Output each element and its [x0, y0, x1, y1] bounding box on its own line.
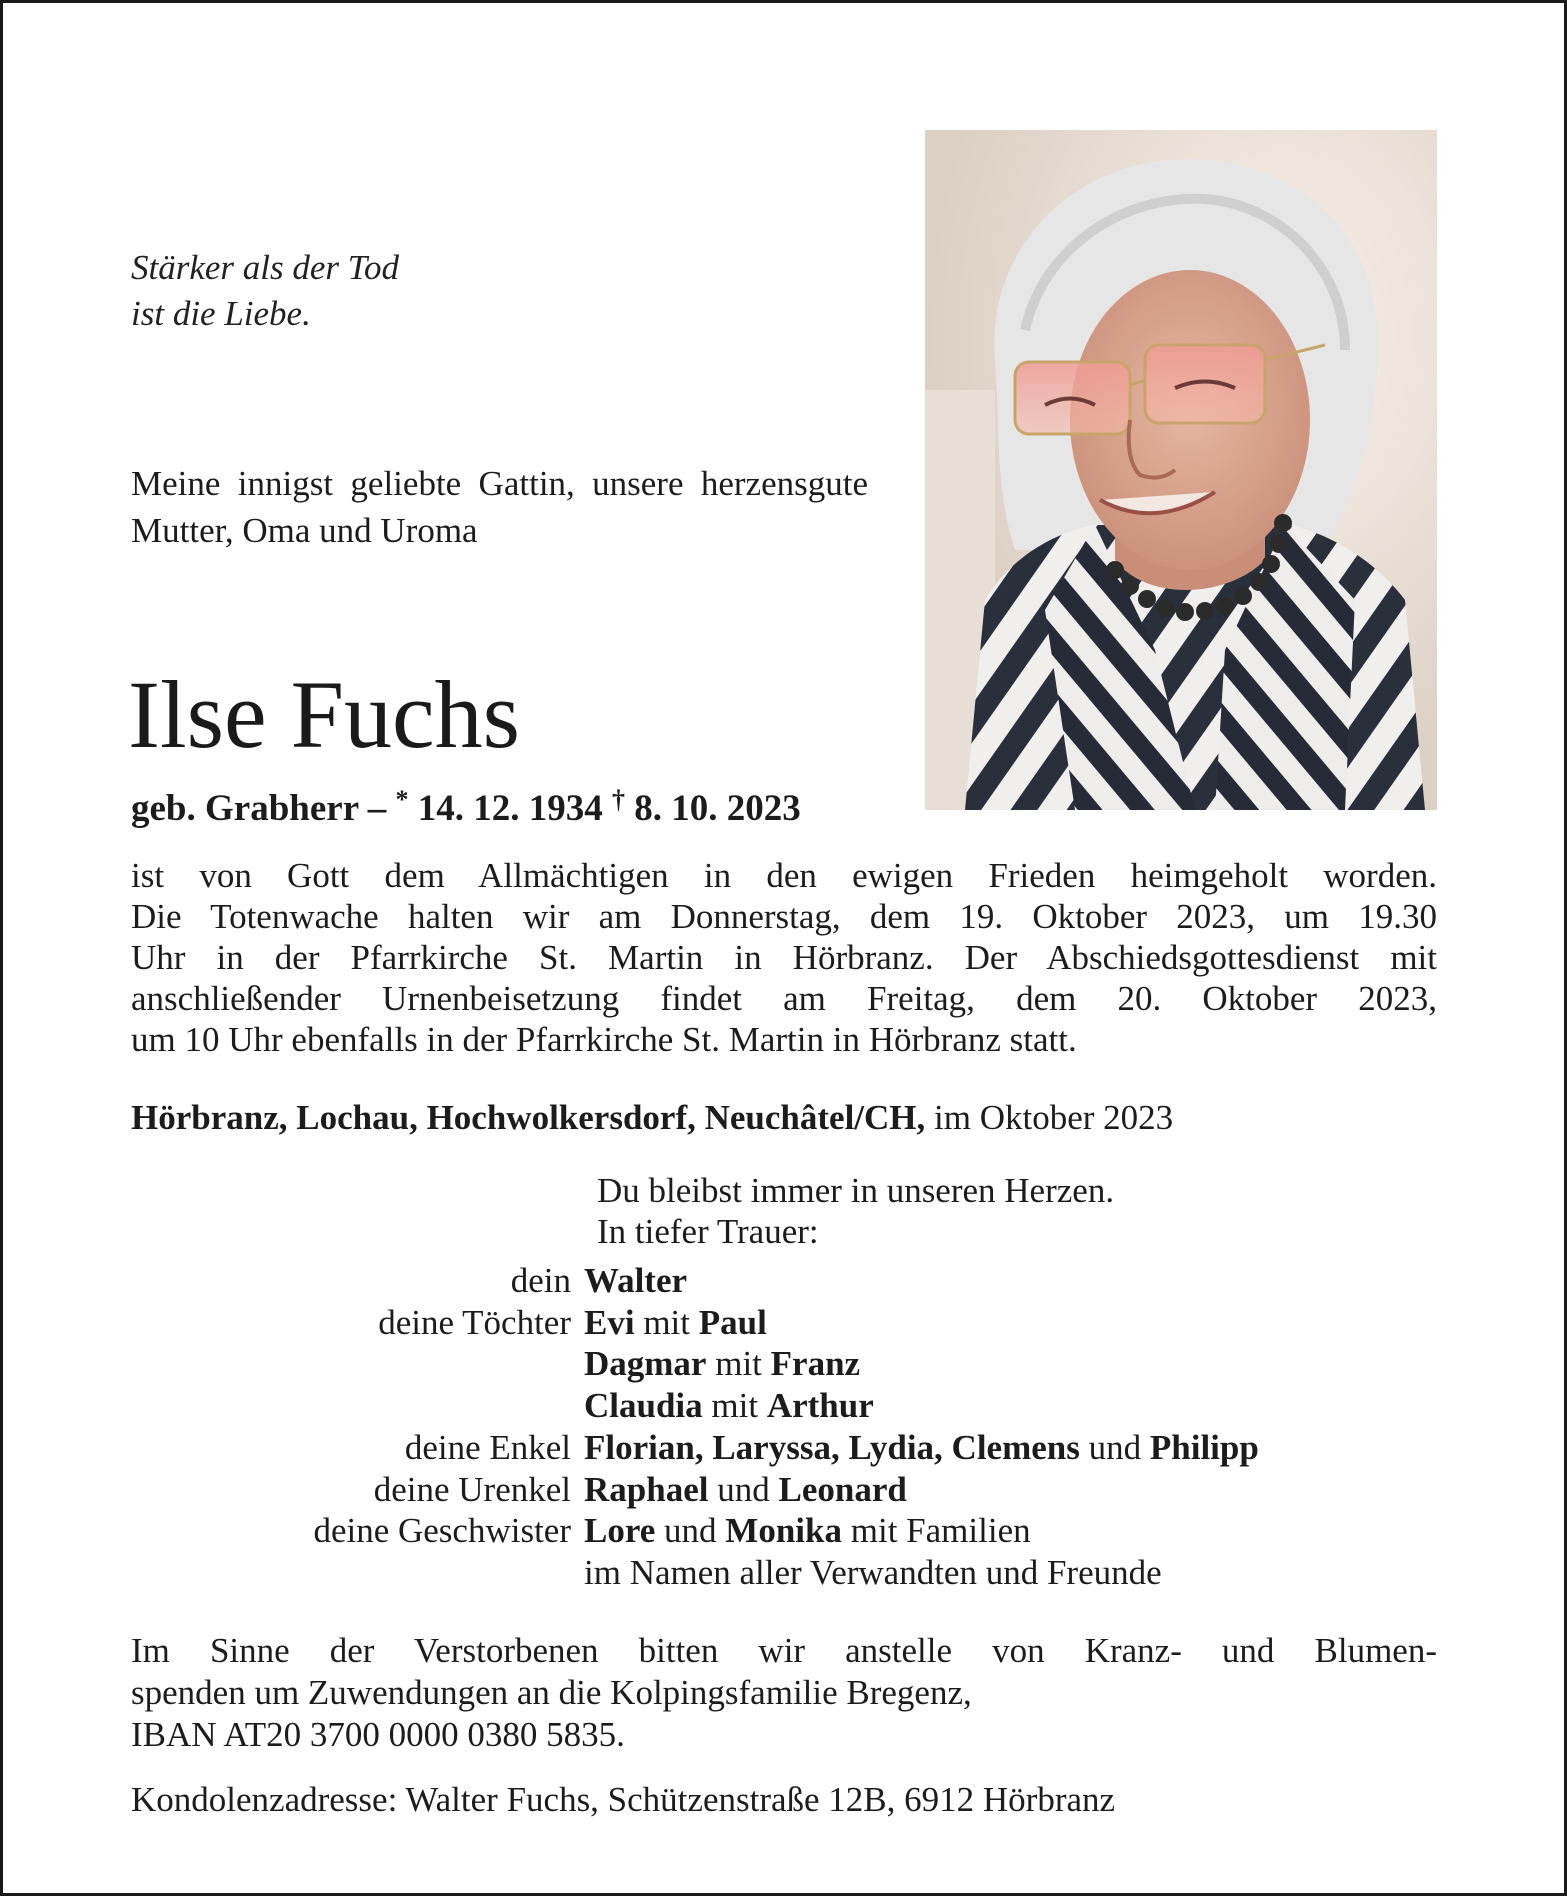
- announcement-line: Uhr in der Pfarrkirche St. Martin in Hörbranz. Der Abschiedsgottesdienst mit: [131, 938, 1437, 977]
- mourner-name: Walter: [584, 1261, 688, 1300]
- relation-label: deine Geschwister: [313, 1511, 571, 1551]
- mourner-row: [131, 1260, 1259, 1302]
- mourner-name: Claudia: [584, 1386, 703, 1426]
- connector-text: und: [1079, 1427, 1150, 1467]
- places-list: Hörbranz, Lochau, Hochwolkersdorf, Neuchâtel/CH,: [131, 1098, 926, 1137]
- mourner-row: [131, 1427, 1259, 1469]
- mourning-intro: [597, 1170, 1114, 1252]
- mourner-name: Lore: [584, 1511, 656, 1551]
- places-date: im Oktober 2023: [925, 1098, 1174, 1137]
- deceased-name: Ilse Fuchs: [128, 661, 520, 768]
- relation-label: [131, 1343, 584, 1385]
- motto-quote: [131, 245, 399, 337]
- born-symbol: *: [395, 785, 409, 814]
- mourner-name: Leonard: [778, 1469, 907, 1509]
- mourner-row: [131, 1385, 1259, 1427]
- mourning-line-2: In tiefer Trauer:: [597, 1212, 819, 1251]
- mourning-line-1: Du bleibst immer in unseren Herzen.: [597, 1171, 1115, 1210]
- condolence-address: Kondolenzadresse: Walter Fuchs, Schützenstraße 12B, 6912 Hörbranz: [131, 1780, 1116, 1819]
- mourner-row: [131, 1510, 1259, 1552]
- mourner-name: Paul: [698, 1302, 767, 1342]
- mourner-names: [584, 1469, 907, 1511]
- relation-label: dein: [510, 1261, 571, 1300]
- mourner-names: [584, 1343, 860, 1385]
- connector-text: und: [655, 1511, 726, 1551]
- connector-text: mit: [706, 1344, 771, 1384]
- relation-label: [131, 1385, 584, 1427]
- donation-iban: IBAN AT20 3700 0000 0380 5835.: [131, 1715, 625, 1754]
- mourner-name: Florian, Laryssa, Lydia, Clemens: [584, 1427, 1080, 1467]
- announcement-line: Die Totenwache halten wir am Donnerstag, dem 19. Oktober 2023, um 19.30: [131, 897, 1437, 936]
- relation-label: deine Urenkel: [373, 1469, 571, 1509]
- connector-text: mit: [702, 1386, 767, 1426]
- relation-label: [131, 1552, 584, 1594]
- mourner-name: Arthur: [766, 1386, 874, 1426]
- announcement-line: anschließender Urnenbeisetzung findet am Freitag, dem 20. Oktober 2023,: [131, 979, 1437, 1018]
- died-date: 8. 10. 2023: [634, 788, 801, 829]
- mourner-row: [131, 1302, 1259, 1344]
- intro-text: Meine innigst geliebte Gattin, unsere herzensgute Mutter, Oma und Uroma: [131, 464, 868, 550]
- mourner-name: Dagmar: [584, 1344, 707, 1384]
- mourner-name: Franz: [770, 1344, 861, 1384]
- mourner-name: Philipp: [1149, 1427, 1259, 1467]
- connector-text: und: [708, 1469, 779, 1509]
- mourner-row: [131, 1469, 1259, 1511]
- announcement-text: [131, 855, 1437, 1060]
- connector-text: mit Familien: [842, 1511, 1031, 1551]
- mourner-names: [584, 1427, 1259, 1469]
- mourner-names: [584, 1302, 767, 1344]
- died-symbol: †: [611, 785, 625, 814]
- motto-line-2: ist die Liebe.: [131, 294, 311, 333]
- mourner-name: Monika: [725, 1511, 842, 1551]
- mourner-name: Evi: [584, 1302, 635, 1342]
- mourner-row: [131, 1343, 1259, 1385]
- relation-label: deine Töchter: [378, 1302, 571, 1342]
- announcement-line: um 10 Uhr ebenfalls in der Pfarrkirche St. Martin in Hörbranz statt.: [131, 1020, 1077, 1059]
- places-and-date: [131, 1095, 1437, 1141]
- mourners-list: [131, 1260, 1259, 1594]
- relation-label: deine Enkel: [404, 1427, 571, 1467]
- connector-text: im Namen aller Verwandten und Freunde: [584, 1552, 1162, 1592]
- mourner-name: Raphael: [584, 1469, 709, 1509]
- donation-line-2: spenden um Zuwendungen an die Kolpingsfamilie Bregenz,: [131, 1673, 972, 1712]
- mourner-names: [584, 1510, 1031, 1552]
- born-date: 14. 12. 1934: [417, 788, 603, 829]
- mourner-row: [131, 1552, 1259, 1594]
- announcement-line: ist von Gott dem Allmächtigen in den ewigen Frieden heimgeholt worden.: [131, 856, 1437, 895]
- donation-request: [131, 1630, 1437, 1756]
- mourner-names: [584, 1260, 687, 1302]
- maiden-name: geb. Grabherr –: [131, 788, 387, 829]
- mourner-names: [584, 1385, 874, 1427]
- motto-line-1: Stärker als der Tod: [131, 248, 400, 287]
- mourner-names: [584, 1552, 1162, 1594]
- connector-text: mit: [634, 1302, 699, 1342]
- portrait-photo: [925, 130, 1437, 810]
- donation-line-1: Im Sinne der Verstorbenen bitten wir anstelle von Kranz- und Blumen-: [131, 1631, 1437, 1670]
- birth-death-dates: [131, 775, 801, 834]
